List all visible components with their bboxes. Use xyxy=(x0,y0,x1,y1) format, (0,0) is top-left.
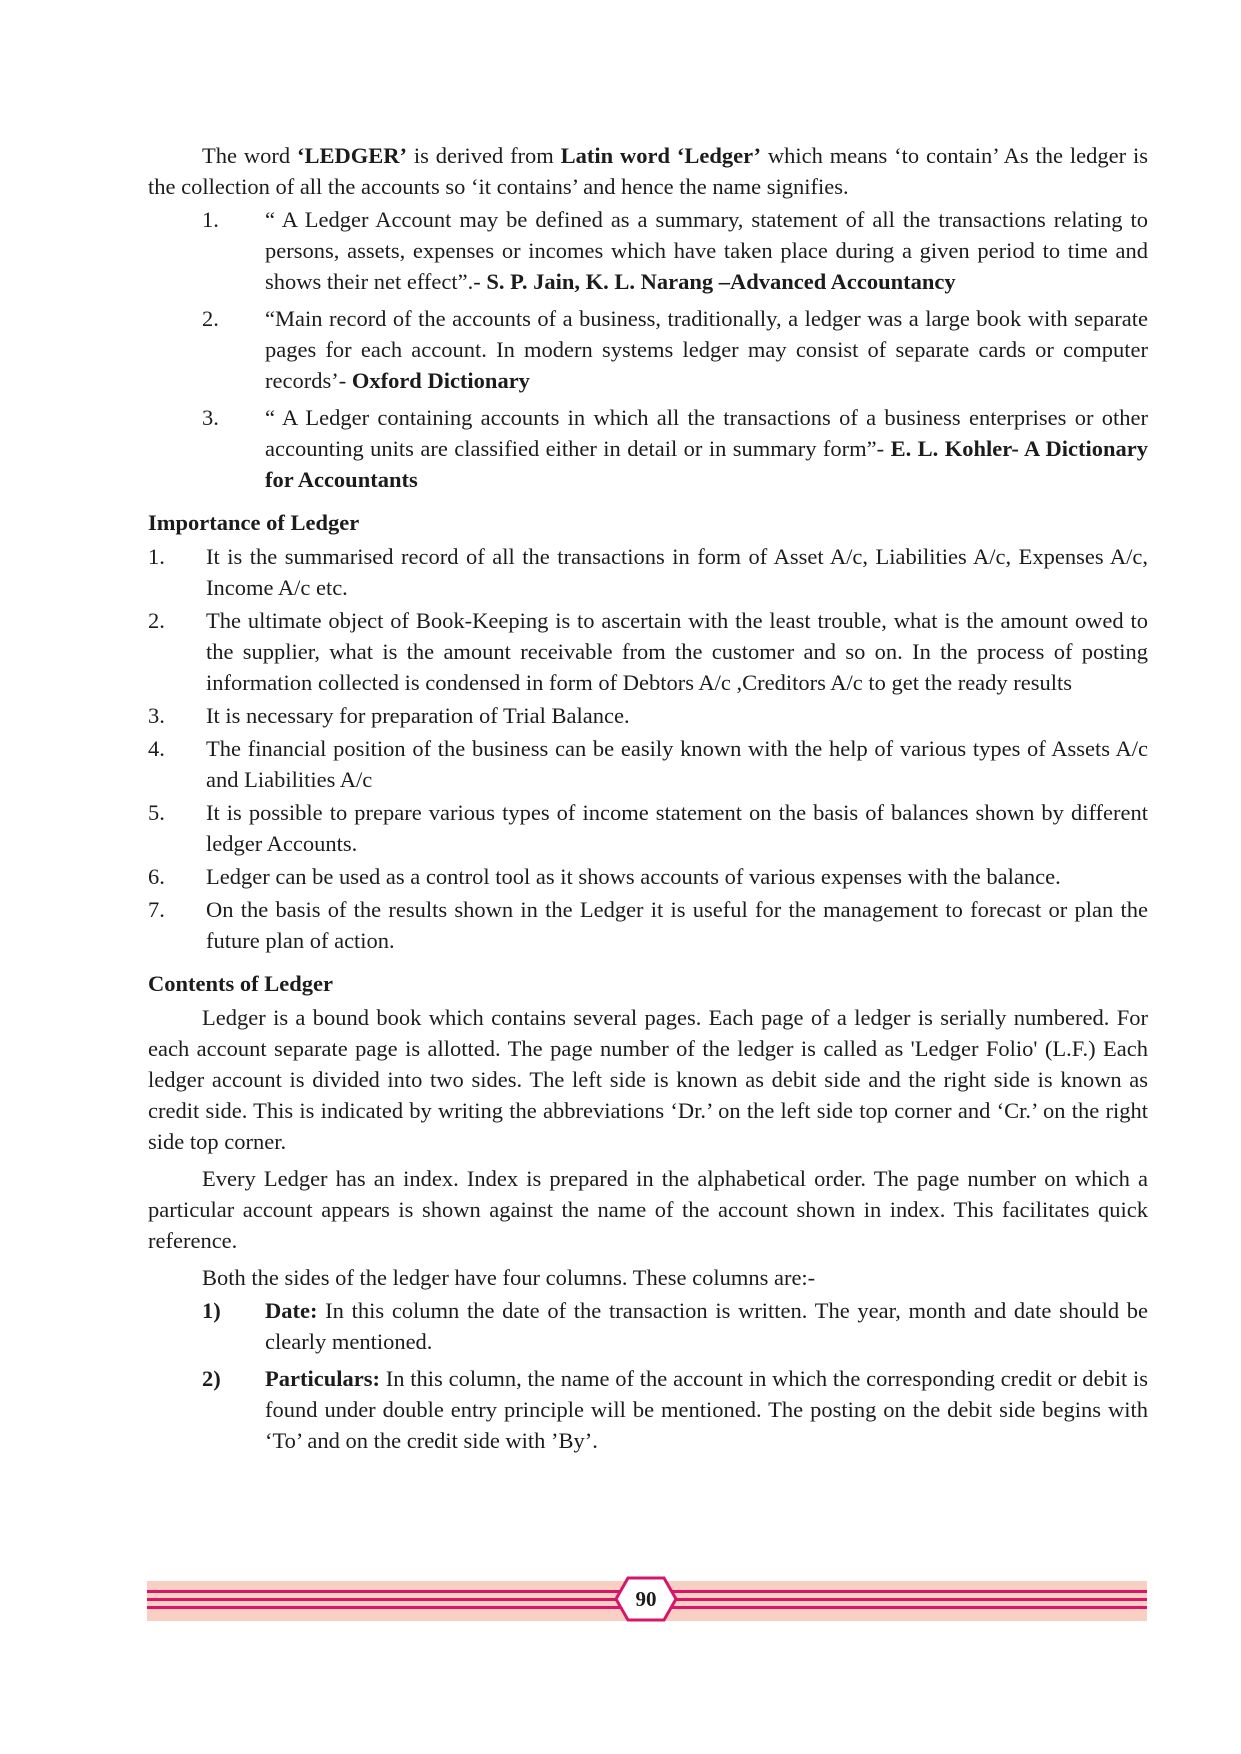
intro-bold-ledger: ‘LEDGER’ xyxy=(296,143,407,168)
page-content xyxy=(148,140,1148,1462)
importance-text: It is necessary for preparation of Trial Balance. xyxy=(206,703,630,728)
intro-paragraph xyxy=(148,140,1148,202)
importance-list xyxy=(148,541,1148,956)
importance-text: On the basis of the results shown in the Ledger it is useful for the management to forecast or plan the future plan of action. xyxy=(206,897,1148,953)
column-text: In this column the date of the transaction is written. The year, month and date should be clearly mentioned. xyxy=(265,1298,1148,1354)
definition-number: 2. xyxy=(202,306,219,331)
importance-item xyxy=(148,733,1148,795)
contents-heading: Contents of Ledger xyxy=(148,971,333,996)
column-number: 2) xyxy=(202,1366,221,1391)
importance-number: 7. xyxy=(148,897,165,922)
importance-number: 6. xyxy=(148,864,165,889)
contents-paragraph-2: Every Ledger has an index. Index is prepared in the alphabetical order. The page number on which a particular account appears is shown against the name of the account shown in index. This facilitates quick reference. xyxy=(148,1166,1148,1253)
column-number: 1) xyxy=(202,1298,221,1323)
importance-item xyxy=(148,894,1148,956)
importance-text: The ultimate object of Book-Keeping is to ascertain with the least trouble, what is the amount owed to the supplier, what is the amount receivable from the customer and so on. In the process of posting information collected is condensed in form of Debtors A/c ,Creditors A/c to get the ready results xyxy=(206,608,1148,695)
page-footer xyxy=(147,1576,1147,1622)
column-label: Date: xyxy=(265,1298,318,1323)
importance-number: 3. xyxy=(148,703,165,728)
intro-text: is derived from xyxy=(406,143,561,168)
definition-item xyxy=(148,204,1148,297)
importance-number: 2. xyxy=(148,608,165,633)
columns-list xyxy=(148,1295,1148,1456)
contents-paragraph-1: Ledger is a bound book which contains several pages. Each page of a ledger is serially numbered. For each account separate page is allotted. The page number of the ledger is called as 'Ledger Folio' (L.F.) Each ledger account is divided into two sides. The left side is known as debit side and the right side is known as credit side. This is indicated by writing the abbreviations ‘Dr.’ on the left side top corner and ‘Cr.’ on the right side top corner. xyxy=(148,1005,1148,1154)
definition-text: “Main record of the accounts of a business, traditionally, a ledger was a large book with separate pages for each account. In modern systems ledger may consist of separate cards or computer records’- xyxy=(265,306,1148,393)
definition-item xyxy=(148,303,1148,396)
definitions-list xyxy=(148,204,1148,495)
importance-item xyxy=(148,861,1148,892)
definition-text: “ A Ledger containing accounts in which all the transactions of a business enterprises or other accounting units are classified either in detail or in summary form”- xyxy=(265,405,1148,461)
definition-number: 1. xyxy=(202,207,219,232)
page-number: 90 xyxy=(635,1587,657,1611)
column-item xyxy=(148,1295,1148,1357)
importance-item xyxy=(148,605,1148,698)
importance-number: 5. xyxy=(148,800,165,825)
importance-item xyxy=(148,797,1148,859)
importance-item xyxy=(148,541,1148,603)
definition-source: E. L. Kohler- A Dictionary for Accountants xyxy=(265,436,1148,492)
importance-text: It is the summarised record of all the transactions in form of Asset A/c, Liabilities A/c, Expenses A/c, Income A/c etc. xyxy=(206,544,1148,600)
importance-text: It is possible to prepare various types of income statement on the basis of balances shown by different ledger Accounts. xyxy=(206,800,1148,856)
column-text: In this column, the name of the account in which the corresponding credit or debit is found under double entry principle will be mentioned. The posting on the debit side begins with ‘To’ and on the credit side with ’By’. xyxy=(265,1366,1148,1453)
column-label: Particulars: xyxy=(265,1366,380,1391)
importance-number: 1. xyxy=(148,544,165,569)
intro-text: The word xyxy=(202,143,297,168)
importance-text: The financial position of the business can be easily known with the help of various types of Assets A/c and Liabilities A/c xyxy=(206,736,1148,792)
definition-item xyxy=(148,402,1148,495)
importance-number: 4. xyxy=(148,736,165,761)
definition-source: Oxford Dictionary xyxy=(351,368,530,393)
contents-paragraph-3: Both the sides of the ledger have four columns. These columns are:- xyxy=(202,1265,816,1290)
importance-item xyxy=(148,700,1148,731)
definition-text: “ A Ledger Account may be defined as a summary, statement of all the transactions relating to persons, assets, expenses or incomes which have taken place during a given period to time and shows their net effect”.- xyxy=(265,207,1148,294)
importance-text: Ledger can be used as a control tool as it shows accounts of various expenses with the balance. xyxy=(206,864,1061,889)
definition-number: 3. xyxy=(202,405,219,430)
column-item xyxy=(148,1363,1148,1456)
definition-source: S. P. Jain, K. L. Narang –Advanced Accountancy xyxy=(486,269,956,294)
intro-text: which means ‘to contain’ As the ledger is the collection of all the accounts so ‘it contains’ and hence the name signifies. xyxy=(148,143,1148,199)
importance-heading: Importance of Ledger xyxy=(148,510,360,535)
intro-bold-latin: Latin word ‘Ledger’ xyxy=(560,143,762,168)
